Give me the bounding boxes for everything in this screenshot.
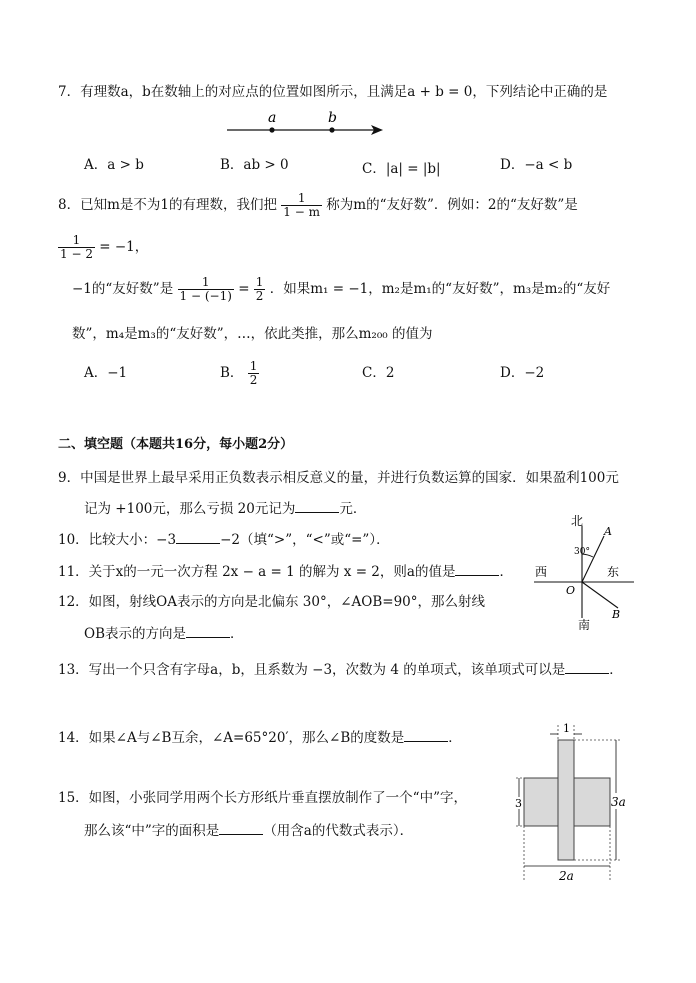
q7-option-c: C．|a| = |b| (362, 161, 441, 177)
label-top-width: 1 (563, 722, 570, 735)
label-left-height: 3 (515, 797, 522, 810)
label-bottom-width: 2a (559, 869, 574, 883)
label-right-height: 3a (611, 795, 626, 809)
q15-answer-blank (219, 822, 263, 835)
q7-option-b: B．ab > 0 (220, 157, 289, 173)
q9-line2: 记为 +100元，那么亏损 20元记为 元． (84, 501, 367, 517)
section-title: 二、填空题（本题共16分，每小题2分） (58, 437, 294, 452)
q12-line2: OB表示的方向是 ． (84, 626, 244, 642)
label-west: 西 (535, 565, 548, 579)
fraction-definition: $\frac{1}{1 - m}$ (283, 191, 320, 220)
point-a (269, 127, 274, 132)
q8-example1: $\frac{1}{1 - 2}$ = −1， (60, 233, 149, 262)
q7-option-a: A．a > b (84, 157, 144, 173)
label-angle: 30° (574, 547, 590, 557)
q8-line4: 数”，m₄是m₃的“友好数”，…，依此类推，那么m₂₀₀ 的值为 (72, 326, 433, 342)
point-b (329, 127, 334, 132)
q9-answer-blank (295, 500, 339, 513)
q8-option-c: C．2 (362, 365, 395, 381)
q14: 14．如果∠A与∠B互余，∠A=65°20′，那么∠B的度数是 ． (58, 730, 462, 746)
ray-ob (582, 582, 618, 608)
label-north: 北 (571, 514, 584, 528)
number-line-figure (225, 108, 390, 142)
label-east: 东 (607, 565, 620, 579)
q7-stem: 7．有理数a，b在数轴上的对应点的位置如图所示，且满足a + b = 0，下列结论中正确的是 (58, 84, 608, 100)
q8-option-d: D．−2 (500, 365, 545, 381)
q14-answer-blank (404, 729, 448, 742)
q7-option-d: D．−a < b (500, 157, 573, 173)
q9-line1: 9．中国是世界上最早采用正负数表示相反意义的量，并进行负数运算的国家．如果盈利100元 (58, 470, 619, 486)
q11-answer-blank (455, 563, 499, 576)
q13: 13．写出一个只含有字母a，b，且系数为 −3，次数为 4 的单项式，该单项式可以是 ． (58, 662, 623, 678)
q15-line2: 那么该“中”字的面积是 （用含a的代数式表示）． (84, 823, 414, 839)
label-south: 南 (578, 618, 591, 632)
ray-oa (582, 536, 604, 582)
label-origin: O (566, 584, 576, 597)
label-b: b (328, 110, 337, 126)
q13-answer-blank (565, 661, 609, 674)
q8-option-a: A．−1 (84, 365, 128, 381)
q8-line1: 8．已知m是不为1的有理数，我们把 $\frac{1}{1 - m}$ 称为m的“友好数”．例如：2的“友好数”是 (58, 191, 578, 220)
zhong-figure (508, 720, 640, 886)
q12-answer-blank (186, 625, 230, 638)
label-ray-a: A (604, 525, 612, 538)
q8-option-b: B． $\frac{1}{2}$ (220, 359, 258, 388)
q11: 11．关于x的一元一次方程 2x − a = 1 的解为 x = 2，则a的值是 ． (58, 564, 513, 580)
q8-line3: −1的“友好数”是 $\frac{1}{1 - (-1)}$ = $\frac{1}{2}$ ．如果m₁ = −1，m₂是m₁的“友好数”，m₃是m₂的“友好 (72, 275, 611, 304)
q15-line1: 15．如图，小张同学用两个长方形纸片垂直摆放制作了一个“中”字， (58, 790, 467, 806)
q12-line1: 12．如图，射线OA表示的方向是北偏东 30°，∠AOB=90°，那么射线 (58, 594, 486, 610)
q10: 10．比较大小：−3 −2（填“>”，“<”或“=”）． (58, 532, 390, 548)
vertical-rectangle (558, 740, 574, 860)
q10-answer-blank (176, 531, 220, 544)
label-ray-b: B (612, 608, 621, 621)
compass-figure (530, 512, 642, 632)
label-a: a (268, 110, 277, 126)
